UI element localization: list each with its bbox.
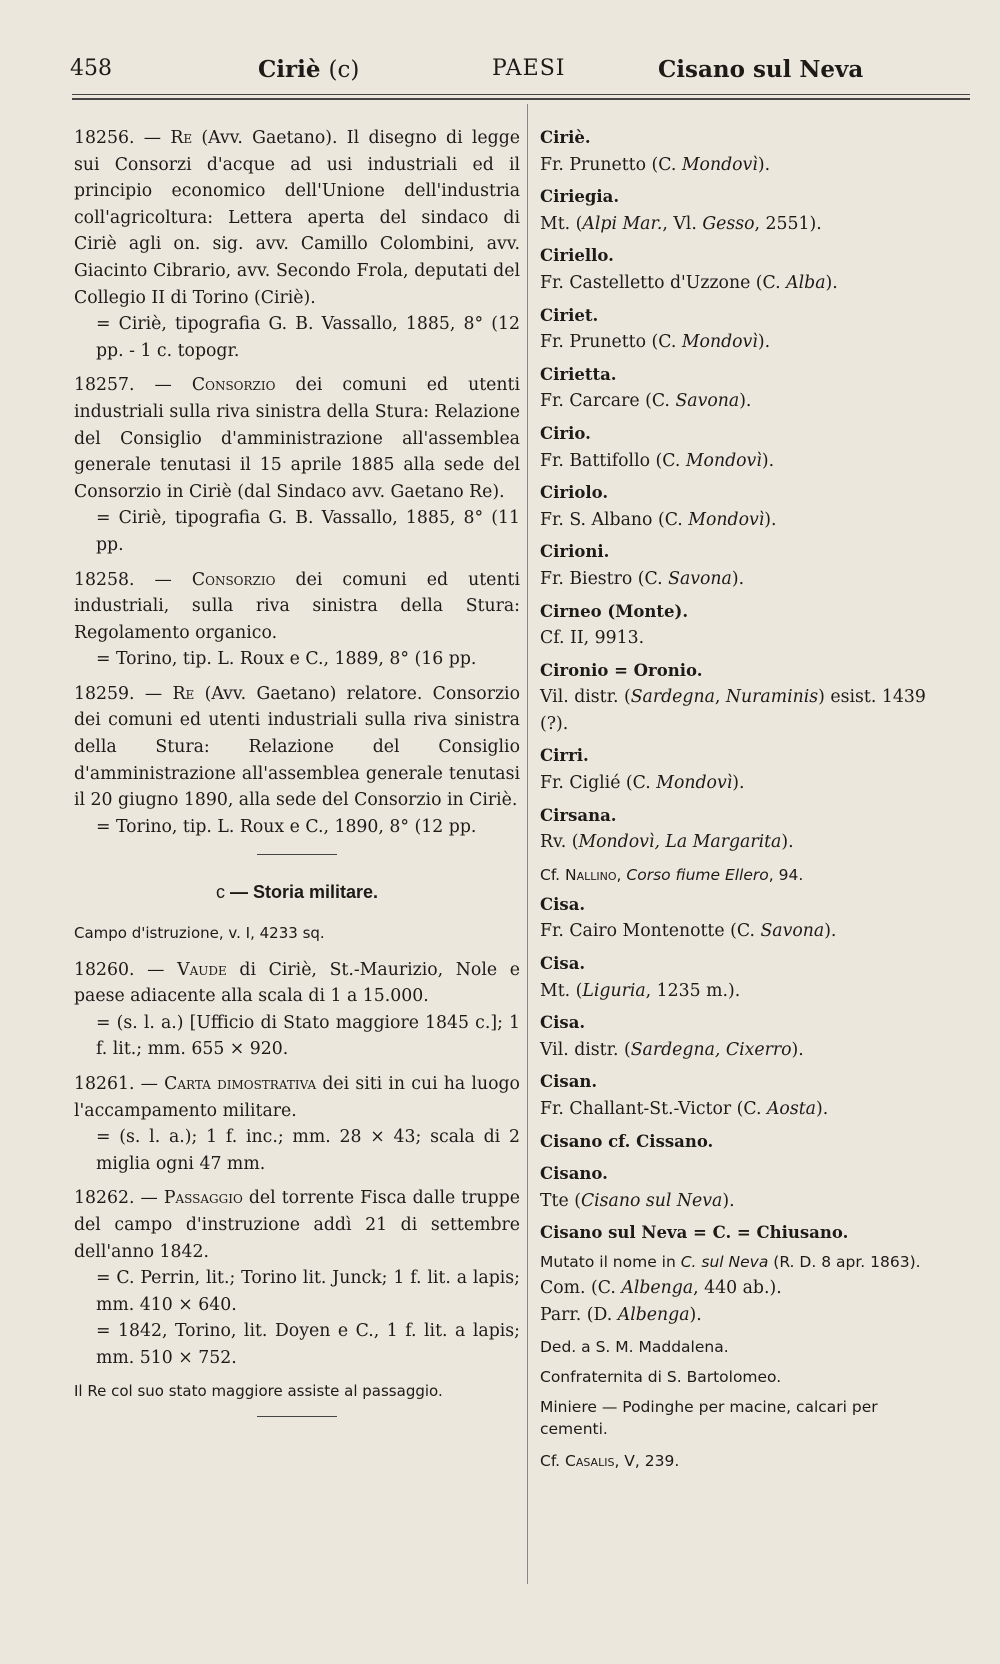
place-detail-italic: Nuraminis	[725, 687, 819, 708]
section-dash: —	[224, 882, 253, 903]
entry-author: Passaggio	[163, 1188, 243, 1209]
place-detail-italic: Alba	[786, 272, 826, 293]
entry-text: dei comuni ed utenti industriali, sulla riva sinistra della Stura: Regolamento organico.	[74, 569, 520, 643]
entry-number: 18258. —	[74, 569, 192, 590]
place-detail-end: ).	[824, 921, 837, 942]
entry-author: Carta dimostrativa	[164, 1074, 317, 1094]
header-rule-bottom	[72, 98, 970, 100]
place-name: Cirsana.	[540, 805, 617, 825]
entry-publication: = 1842, Torino, lit. Doyen e C., 1 f. lit. a lapis; mm. 510 × 752.	[96, 1321, 520, 1368]
note-text: Cf.	[540, 1452, 566, 1471]
entry-text: di Ciriè, St.-Maurizio, Nole e paese adiacente alla scala di 1 a 15.000.	[74, 959, 520, 1007]
place-entry	[540, 1069, 950, 1122]
place-detail-text: Fr. Prunetto (C.	[540, 332, 682, 353]
place-entry	[540, 743, 950, 796]
place-name: Cirioni.	[540, 542, 610, 562]
entry-18258	[74, 567, 520, 673]
place-entry	[540, 1129, 950, 1156]
place-detail-italic: Cisano sul Neva	[580, 1190, 723, 1211]
note-title: Corso fiume Ellero	[626, 865, 769, 884]
place-detail-text: Fr. Biestro (C.	[540, 568, 669, 589]
entry-note: Il Re col suo stato maggiore assiste al passaggio.	[74, 1381, 443, 1400]
place-detail-end: , Vl.	[662, 213, 703, 234]
place-detail-end: ).	[825, 272, 838, 293]
section-separator	[257, 1416, 337, 1417]
place-note	[540, 1450, 950, 1472]
place-detail-italic: Mondovì	[688, 509, 765, 530]
place-detail-end: ).	[722, 1190, 735, 1211]
place-detail: Cf. II, 9913.	[540, 628, 645, 649]
entry-author: Vaude	[177, 959, 227, 980]
place-detail-end: ).	[815, 1099, 829, 1119]
place-name: Cisano.	[540, 1164, 608, 1184]
place-detail-text: Fr. Ciglié (C.	[540, 773, 657, 794]
place-detail-text: Fr. S. Albano (C.	[540, 509, 689, 530]
place-name: Cisan.	[540, 1072, 598, 1092]
place-entry	[540, 1161, 950, 1214]
place-entry	[540, 658, 950, 738]
place-entry	[540, 184, 950, 237]
entry-number: 18260. —	[74, 959, 178, 980]
note-text: ,	[616, 865, 627, 884]
place-name: Cisa.	[540, 954, 586, 974]
place-entry	[540, 892, 950, 945]
note-text: Mutato il nome in	[540, 1252, 681, 1271]
place-note: Miniere — Podinghe per macine, calcari per cementi.	[540, 1398, 878, 1439]
note-text: , 94.	[768, 865, 804, 884]
place-name: Ciriet.	[540, 305, 599, 325]
section-letter: c	[215, 882, 225, 903]
place-detail	[540, 1275, 950, 1302]
place-detail-end: ).	[781, 832, 794, 853]
place-name: Cirri.	[540, 746, 589, 766]
running-head-left	[258, 56, 359, 83]
entry-text: (Avv. Gaetano). Il disegno di legge sui Consorzi d'acque ad usi industriali ed il principio economico dell'Unione dell'industria coll'agricoltura: Lettera aperta del sindaco di Ciriè agli on. sig. avv. Camillo Colombini, avv. Giacinto Cibrario, avv. Secondo Frola, deputati del Collegio II di Torino (Ciriè).	[74, 128, 520, 308]
place-name: Cirio.	[540, 423, 591, 443]
place-detail-italic: Savona	[760, 921, 825, 942]
section-heading	[74, 879, 520, 906]
place-entry	[540, 1010, 950, 1063]
place-note: Confraternita di S. Bartolomeo.	[540, 1368, 782, 1387]
entry-18259	[74, 681, 520, 841]
place-detail-text: Tte (	[540, 1190, 581, 1211]
place-detail	[540, 507, 950, 534]
entry-publication: = Torino, tip. L. Roux e C., 1889, 8° (16 pp.	[96, 649, 477, 670]
place-detail-text: Fr. Challant-St.-Victor (C.	[540, 1099, 767, 1119]
entry-number: 18257. —	[74, 375, 192, 396]
place-detail-end: ,	[714, 687, 726, 708]
place-name: Cirietta.	[540, 364, 617, 384]
entry-author: Re	[170, 128, 193, 148]
page-number: 458	[70, 56, 112, 81]
note-text: Cf.	[540, 865, 566, 884]
place-detail-italic: Sardegna, Cixerro	[630, 1039, 792, 1060]
section-separator	[257, 854, 337, 855]
place-detail-end: , 1235 m.).	[645, 980, 741, 1001]
place-detail-italic: Sardegna	[630, 687, 715, 708]
note-author: Casalis	[565, 1452, 615, 1471]
left-column	[74, 125, 520, 1441]
entry-number: 18259. —	[74, 683, 173, 704]
running-head-right: Cisano sul Neva	[658, 56, 864, 83]
place-detail	[540, 211, 950, 238]
header-rule-top	[72, 94, 970, 95]
place-entry	[540, 539, 950, 592]
place-detail-text: Vil. distr. (	[540, 687, 631, 708]
note-author: Nallino	[565, 865, 617, 884]
entry-18260	[74, 957, 520, 1063]
place-detail-end: , 2551).	[754, 213, 822, 234]
place-entry	[540, 803, 950, 886]
place-name: Ciriè.	[540, 128, 591, 147]
place-detail-text: Fr. Prunetto (C.	[540, 154, 682, 175]
place-detail-italic: Alpi Mar.	[582, 213, 663, 234]
entry-text: dei comuni ed utenti industriali sulla riva sinistra della Stura: Relazione del Consiglio d'amministrazione all'assemblea generale tenutasi il 15 aprile 1885 alla sede del Consorzio in Ciriè (dal Sindaco avv. Gaetano Re).	[74, 375, 520, 502]
entry-18261	[74, 1071, 520, 1177]
place-detail-italic: Mondovì	[681, 154, 758, 175]
running-head-center: PAESI	[492, 56, 566, 81]
place-detail-italic: Mondovì	[685, 450, 762, 471]
place-detail	[540, 918, 950, 945]
place-detail-end: ).	[791, 1039, 804, 1060]
entry-text: dei siti in cui ha luogo l'accampamento militare.	[74, 1074, 520, 1121]
note-text: , V, 239.	[614, 1452, 680, 1471]
place-entry	[540, 951, 950, 1004]
place-detail-text: Parr. (D.	[540, 1304, 618, 1325]
entry-publication: = Ciriè, tipografia G. B. Vassallo, 1885, 8° (12 pp. - 1 c. topogr.	[96, 314, 520, 361]
place-detail-text: Com. (C.	[540, 1277, 622, 1298]
place-detail	[540, 684, 950, 737]
place-note	[540, 864, 950, 886]
place-detail	[540, 329, 950, 356]
entry-author: Re	[172, 683, 195, 704]
entry-publication: = Torino, tip. L. Roux e C., 1890, 8° (12 pp.	[96, 816, 477, 837]
place-detail	[540, 388, 950, 415]
entry-publication: = Ciriè, tipografia G. B. Vassallo, 1885, 8° (11 pp.	[96, 508, 520, 555]
place-detail	[540, 1188, 950, 1215]
place-detail-italic: Savona	[668, 568, 732, 589]
note-italic: C. sul Neva	[680, 1252, 769, 1271]
place-detail-end: ).	[757, 332, 771, 353]
place-entry	[540, 362, 950, 415]
place-name: Cironio = Oronio.	[540, 660, 703, 680]
place-detail-italic: Gesso	[702, 213, 755, 234]
place-detail-text: Fr. Carcare (C.	[540, 391, 676, 412]
column-divider	[527, 104, 528, 1584]
entry-publication: = (s. l. a.); 1 f. inc.; mm. 28 × 43; scala di 2 miglia ogni 47 mm.	[96, 1127, 520, 1174]
place-detail-end: ).	[764, 509, 777, 530]
place-note	[540, 1251, 950, 1273]
place-detail	[540, 152, 950, 179]
place-detail-italic: Albenga	[617, 1304, 690, 1325]
place-detail	[540, 1037, 950, 1064]
place-detail	[540, 770, 950, 797]
place-name: Ciriolo.	[540, 483, 609, 503]
place-detail	[540, 448, 950, 475]
place-entry	[540, 599, 950, 652]
place-detail-text: Fr. Castelletto d'Uzzone (C.	[540, 272, 787, 293]
place-detail	[540, 270, 950, 297]
place-name: Cisa.	[540, 1013, 586, 1033]
place-detail-text: Fr. Cairo Montenotte (C.	[540, 921, 761, 942]
section-title: Storia militare.	[252, 882, 379, 903]
place-detail-text: Mt. (	[540, 213, 583, 234]
entry-number: 18261. —	[74, 1074, 165, 1094]
entry-18262	[74, 1185, 520, 1371]
running-head-left-suffix: (c)	[328, 57, 360, 83]
place-name: Cisano sul Neva = C. = Chiusano.	[540, 1223, 849, 1243]
cross-reference: Campo d'istruzione, v. I, 4233 sq.	[74, 924, 325, 943]
place-entry	[540, 421, 950, 474]
running-head-left-title: Ciriè	[258, 56, 321, 83]
right-column	[540, 125, 950, 1478]
entry-author: Consorzio	[191, 569, 276, 590]
entry-text: (Avv. Gaetano) relatore. Consorzio dei comuni ed utenti industriali sulla riva sinistra della Stura: Relazione del Consiglio d'amministrazione all'assemblea generale tenutasi il 20 giugno 1890, alla sede del Consorzio in Ciriè.	[74, 683, 520, 811]
place-detail	[540, 829, 950, 856]
place-detail-end: ).	[732, 773, 745, 794]
place-detail-end: , 440 ab.).	[693, 1277, 782, 1298]
place-name: Cisano cf. Cissano.	[540, 1131, 714, 1151]
place-note: Ded. a S. M. Maddalena.	[540, 1338, 729, 1357]
place-name: Ciriello.	[540, 246, 614, 266]
place-entry	[540, 303, 950, 356]
entry-18256	[74, 125, 520, 364]
place-detail-italic: Savona	[675, 391, 740, 412]
place-detail	[540, 978, 950, 1005]
note-text: (R. D. 8 apr. 1863).	[768, 1252, 921, 1271]
place-detail-italic: Mondovì	[681, 332, 758, 353]
place-detail-italic: Aosta	[766, 1099, 816, 1119]
entry-text: del torrente Fisca dalle truppe del campo d'instruzione addì 21 di settembre dell'anno 1842.	[74, 1188, 520, 1262]
place-detail-end: ).	[757, 154, 771, 175]
place-detail-italic: Albenga	[621, 1277, 694, 1298]
entry-publication: = C. Perrin, lit.; Torino lit. Junck; 1 f. lit. a lapis; mm. 410 × 640.	[96, 1268, 520, 1315]
place-name: Cisa.	[540, 894, 586, 914]
place-detail-italic: Mondovì, La Margarita	[578, 832, 782, 853]
place-detail-text: Vil. distr. (	[540, 1039, 631, 1060]
place-detail-end: ).	[739, 391, 752, 412]
entry-number: 18256. —	[74, 128, 171, 148]
place-detail-italic: Liguria	[582, 980, 646, 1001]
place-detail-end: ).	[689, 1304, 702, 1325]
place-entry	[540, 480, 950, 533]
place-detail-end: ) esist. 1439 (?).	[540, 687, 926, 734]
place-entry-cisano-sul-neva	[540, 1220, 950, 1472]
entry-18257	[74, 372, 520, 558]
place-entry	[540, 243, 950, 296]
place-detail-italic: Mondovì	[656, 773, 733, 794]
place-detail	[540, 566, 950, 593]
place-detail-end: ).	[731, 568, 745, 589]
entry-number: 18262. —	[74, 1188, 164, 1209]
place-detail-text: Rv. (	[540, 832, 579, 853]
place-detail-text: Mt. (	[540, 980, 583, 1001]
place-detail-text: Fr. Battifollo (C.	[540, 450, 686, 471]
place-name: Cirneo (Monte).	[540, 601, 689, 621]
place-detail	[540, 1096, 950, 1123]
place-detail-end: ).	[761, 450, 775, 471]
entry-publication: = (s. l. a.) [Ufficio di Stato maggiore 1845 c.]; 1 f. lit.; mm. 655 × 920.	[96, 1012, 520, 1060]
place-name: Ciriegia.	[540, 187, 620, 207]
place-detail	[540, 1302, 950, 1329]
entry-author: Consorzio	[191, 375, 276, 396]
place-entry	[540, 125, 950, 178]
